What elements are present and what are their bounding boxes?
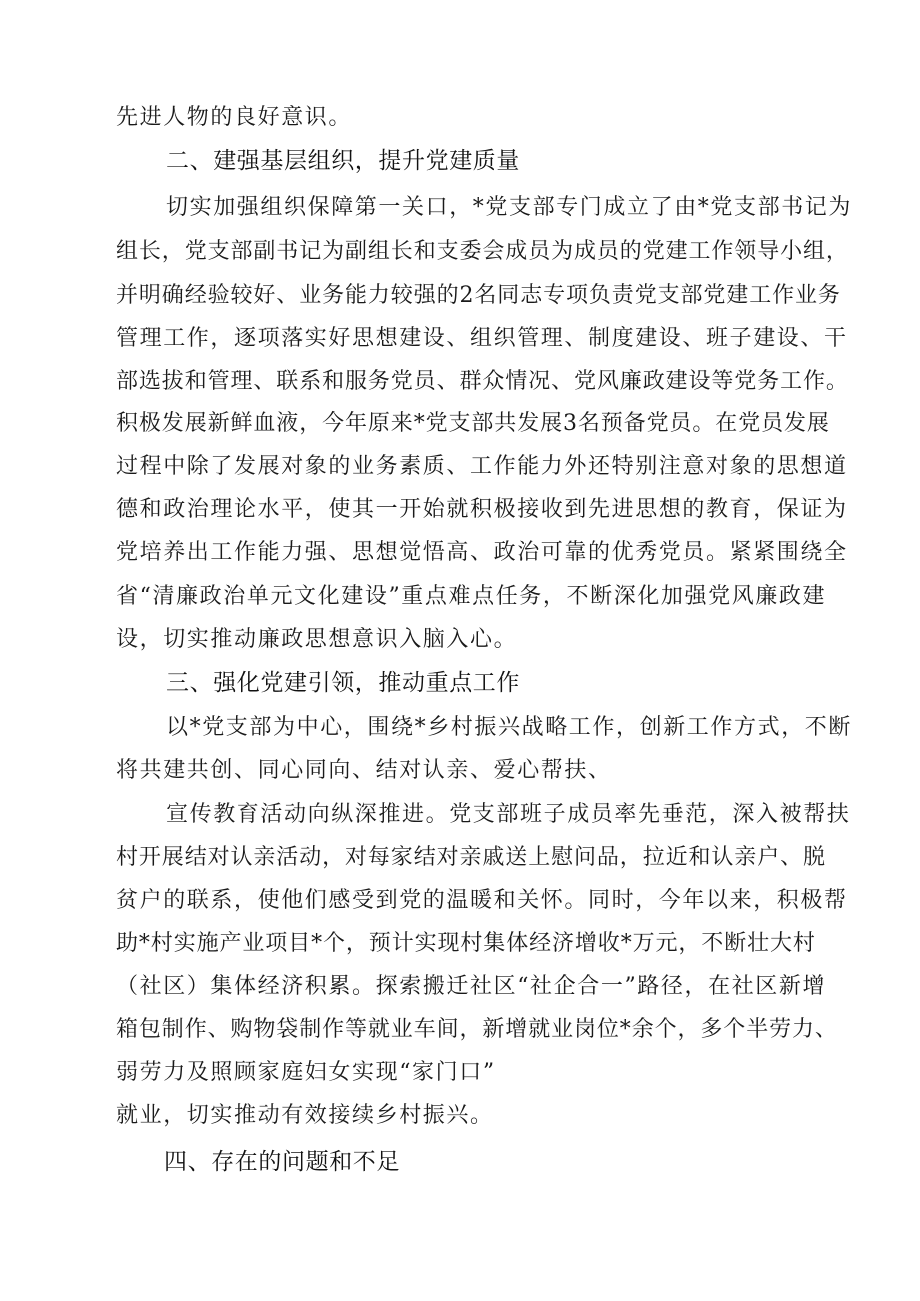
paragraph-line: 先进人物的良好意识。 xyxy=(116,105,353,130)
paragraph-line: 管理工作，逐项落实好思想建设、组织管理、制度建设、班子建设、干 xyxy=(116,326,848,351)
paragraph-line: 德和政治理论水平，使其一开始就积极接收到先进思想的教育，保证为 xyxy=(116,497,848,522)
paragraph-line: 贫户的联系，使他们感受到党的温暖和关怀。同时，今年以来，积极帮 xyxy=(116,888,848,913)
paragraph-line: 积极发展新鲜血液，今年原来*党支部共发展3名预备党员。在党员发展 xyxy=(116,411,830,436)
paragraph-line: 弱劳力及照顾家庭妇女实现“家门口” xyxy=(116,1060,496,1085)
paragraph-line: 助*村实施产业项目*个，预计实现村集体经济增收*万元，不断壮大村 xyxy=(116,931,816,956)
paragraph-line: 并明确经验较好、业务能力较强的2名同志专项负责党支部党建工作业务 xyxy=(116,283,841,308)
paragraph-line: 村开展结对认亲活动，对每家结对亲戚送上慰问品，拉近和认亲户、脱 xyxy=(116,845,826,870)
paragraph-line: 切实加强组织保障第一关口，*党支部专门成立了由*党支部书记为 xyxy=(166,195,853,220)
paragraph-line: 宣传教育活动向纵深推进。党支部班子成员率先垂范，深入被帮扶 xyxy=(166,802,851,827)
paragraph-line: 以*党支部为中心，围绕*乡村振兴战略工作，创新工作方式，不断 xyxy=(166,715,853,740)
paragraph-line: 过程中除了发展对象的业务素质、工作能力外还特别注意对象的思想道 xyxy=(116,454,848,479)
paragraph-line: 党培养出工作能力强、思想觉悟高、政治可靠的优秀党员。紧紧围绕全 xyxy=(116,540,848,565)
section-heading-2: 二、建强基层组织，提升党建质量 xyxy=(166,148,520,174)
paragraph-line: 就业，切实推动有效接续乡村振兴。 xyxy=(116,1103,494,1128)
paragraph-line: 设，切实推动廉政思想意识入脑入心。 xyxy=(116,627,518,652)
section-heading-4: 四、存在的问题和不足 xyxy=(164,1149,400,1175)
paragraph-line: 将共建共创、同心同向、结对认亲、爱心帮扶、 xyxy=(116,758,612,783)
paragraph-line: 箱包制作、购物袋制作等就业车间，新增就业岗位*余个，多个半劳力、 xyxy=(116,1017,838,1042)
paragraph-line: 组长，党支部副书记为副组长和支委会成员为成员的党建工作领导小组， xyxy=(116,239,849,264)
paragraph-line: 省“清廉政治单元文化建设”重点难点任务，不断深化加强党风廉政建 xyxy=(116,584,827,609)
paragraph-line: 部选拔和管理、联系和服务党员、群众情况、党风廉政建设等党务工作。 xyxy=(116,369,849,394)
section-heading-3: 三、强化党建引领，推动重点工作 xyxy=(166,670,520,696)
paragraph-line: （社区）集体经济积累。探索搬迁社区“社企合一”路径，在社区新增 xyxy=(116,974,827,999)
